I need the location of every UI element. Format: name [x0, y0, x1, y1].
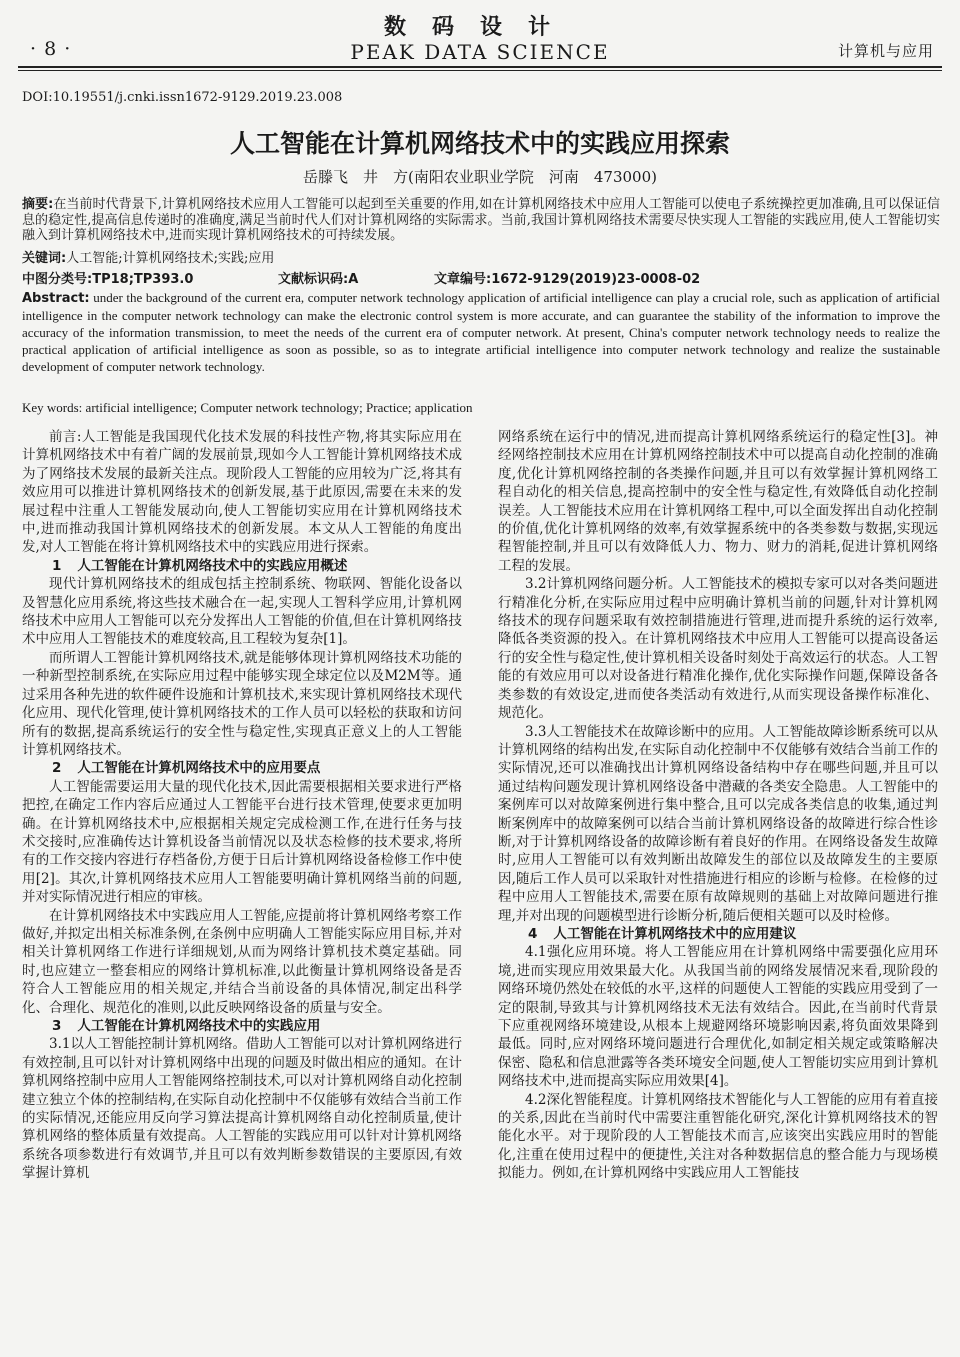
paragraph: 4.2深化智能程度。计算机网络技术智能化与人工智能的应用有着直接的关系,因此在当前时代中需要注重智能化研究,深化计算机网络技术的智能化水平。对于现阶段的人工智能技术而言,应该突出实践应用时的智能化,注重在使用过程中的便捷性,关注对各种数据信息的整合能力与现场模拟能力。例如,在计算机网络中实践应用人工智能技	[498, 1091, 938, 1182]
paragraph: 3.3人工智能技术在故障诊断中的应用。人工智能故障诊断系统可以从计算机网络的结构出发,在实际自动化控制中不仅能够有效结合当前工作的实际情况,还可以准确找出计算机网络设备结构中存在哪些问题,并且可以通过结构问题发现计算机网络设备中潜藏的各类安全隐患。人工智能中的案例库可以对故障案例进行集中整合,且可以完成各类信息的收集,通过判断案例库中的故障案例可以结合当前计算机网络设备的故障进行综合性诊断,对于计算机网络设备的故障诊断有着良好的作用。在网络设备发生故障时,应用人工智能可以有效判断出故障发生的部位以及故障发生的主要原因,随后工作人员可以采取针对性措施进行相应的诊断与检修。在检修的过程中应用人工智能技术,需要在原有故障规则的基础上对故障问题进行推理,并对出现的问题模型进行诊断分析,随后便相关题可以及时检修。	[498, 723, 938, 924]
section-name: 计算机与应用	[837, 42, 934, 60]
abstract-en-label: Abstract:	[22, 291, 90, 306]
paragraph: 而所谓人工智能计算机网络技术,就是能够体现计算机网络技术功能的一种新型控制系统,在实际应用过程中能够实现全球定位以及M2M等。通过采用各种先进的软件硬件设施和计算机技术,来实现计算机网络技术现代化应用、现代化管理,使计算机网络技术的工作人员可以轻松的获取和访问所有的数据,提高系统运行的安全性与稳定性,实现真正意义上的人工智能计算机网络技术。	[22, 649, 462, 758]
section-heading-4: 4 人工智能在计算机网络技术中的应用建议	[528, 925, 797, 942]
abstract-en-text: under the background of the current era, computer network technology application of artificial intelligence can play a crucial role, such as application of artificial intelligence in the computer network technology can make the electronic control system is more accurate, and can guarantee the stability of the information to improve the accuracy of the information transmission, to meet the needs of the current era of computer network. At present, China's computer network technology needs to realize the practical application of artificial intelligence as soon as possible, so as to integrate artificial intelligence into computer network technology and realize the sustainable development of computer network technology.	[22, 290, 940, 374]
header-rule-thin	[18, 70, 942, 71]
abstract-en	[22, 289, 940, 375]
article-title: 人工智能在计算机网络技术中的实践应用探索	[229, 129, 730, 158]
section-heading-2: 2 人工智能在计算机网络技术中的应用要点	[52, 760, 321, 777]
keywords-cn-label: 关键词:	[22, 251, 67, 266]
keywords-cn	[22, 251, 940, 267]
paragraph: 3.1以人工智能控制计算机网络。借助人工智能可以对计算机网络进行有效控制,且可以针对计算机网络中出现的问题及时做出相应的通知。在计算机网络控制中应用人工智能网络控制技术,可以对计算机网络自动化控制建立独立个体的控制结构,在实际自动化控制中不仅能够有效结合当前工作的实际情况,还能应用反向学习算法提高计算机网络自动化控制质量,使计算机网络的整体质量有效提高。人工智能的实践应用可以针对计算机网络系统各项参数进行有效调节,并且可以有效判断参数错误的主要原因,有效掌握计算机	[22, 1036, 462, 1182]
document-code: 文献标识码:A	[278, 272, 359, 287]
paragraph: 人工智能需要运用大量的现代化技术,因此需要根据相关要求进行严格把控,在确定工作内容后应通过人工智能平台进行技术管理,使要求更加明确。在计算机网络技术中,应根据相关规定完成检测工作,在进行任务与技术交接时,应准确传达计算机设备当前情况以及状态检修的技术要求,将所有的工作交接内容进行存档备份,方便于日后计算机网络设备检修工作中使用[2]。其次,计算机网络技术应用人工智能要明确计算机网络当前的问题,并对实际情况进行相应的审核。	[22, 778, 462, 906]
authors: 岳滕飞 井 方(南阳农业职业学院 河南 473000)	[303, 168, 657, 186]
abstract-cn-text: 在当前时代背景下,计算机网络技术应用人工智能可以起到至关重要的作用,如在计算机网络技术中应用人工智能可以使电子系统操控更加准确,且可以保证信息的稳定性,提高信息传递时的准确度,满足当前时代人们对计算机网络的实际需求。当前,我国计算机网络技术需要尽快实现人工智能的实践应用,使人工智能切实融入到计算机网络技术中,进而实现计算机网络技术的可持续发展。	[22, 197, 940, 243]
abstract-cn-label: 摘要:	[22, 197, 54, 212]
header-rule-thick	[18, 66, 942, 68]
section-heading-1: 1 人工智能在计算机网络技术中的实践应用概述	[52, 557, 348, 574]
keywords-en-text: artificial intelligence; Computer network technology; Practice; application	[85, 400, 473, 415]
body-column-left	[22, 428, 462, 1183]
page-number: · 8 ·	[30, 38, 72, 60]
body-column-right	[498, 428, 938, 1183]
keywords-en-label: Key words:	[22, 400, 83, 415]
paragraph-continued: 网络系统在运行中的情况,进而提高计算机网络系统运行的稳定性[3]。神经网络控制技术应用在计算机网络控制技术中可以提高自动化控制的准确度,优化计算机网络控制的各类操作问题,并且可以有效掌握计算机网络工程自动化的相关信息,提高控制中的安全性与稳定性,有效降低自动化控制误差。人工智能技术应用在计算机网络工程中,可以全面发挥出自动化控制的价值,优化计算机网络的效率,有效掌握系统中的各类参数与数据,实现远程智能控制,并且可以有效降低人力、物力、财力的消耗,促进计算机网络工程的发展。	[498, 429, 938, 574]
abstract-cn	[22, 197, 940, 244]
paragraph: 现代计算机网络技术的组成包括主控制系统、物联网、智能化设备以及智慧化应用系统,将这些技术融合在一起,实现人工智科学应用,计算机网络技术中应用人工智能可以充分发挥出人工智能的价值,但在计算机网络技术中应用人工智能技术的难度较高,且工程较为复杂[1]。	[22, 576, 462, 648]
page-header	[0, 0, 960, 70]
magazine-name-en: PEAK DATA SCIENCE	[350, 40, 610, 64]
keywords-cn-text: 人工智能;计算机网络技术;实践;应用	[66, 251, 275, 266]
paragraph: 3.2计算机网络问题分析。人工智能技术的模拟专家可以对各类问题进行精准化分析,在实际应用过程中应明确计算机当前的问题,针对计算机网络技术的现存问题采取有效控制措施进行管理,进而提升系统的运行效率,降低各类资源的投入。在计算机网络技术中应用人工智能可以提高设备运行的安全性与稳定性,使计算机相关设备时刻处于高效运行的状态。人工智能的有效应用可以对设备进行精准化操作,优化实际操作问题,保障设备各类参数的有效设定,进而使各类活动有效进行,从而实现设备操作标准化、规范化。	[498, 576, 938, 722]
paragraph: 在计算机网络技术中实践应用人工智能,应提前将计算机网络考察工作做好,并拟定出相关标准条例,在条例中应明确人工智能实际应用目标,并对相关计算机网络工作进行详细规划,从而为网络计算机技术奠定基础。同时,也应建立一整套相应的网络计算机标准,以此衡量计算机网络设备是否符合人工智能应用的相关规定,并结合当前设备的具体情况,制定出科学化、合理化、规范化的准则,以此反映网络设备的质量与安全。	[22, 907, 462, 1016]
section-heading-3: 3 人工智能在计算机网络技术中的实践应用	[52, 1018, 321, 1034]
paragraph: 4.1强化应用环境。将人工智能应用在计算机网络中需要强化应用环境,进而实现应用效果最大化。从我国当前的网络发展情况来看,现阶段的网络环境仍然处在较低的水平,这样的问题使人工智能的实践应用受到了一定的限制,导致其与计算机网络技术无法有效结合。因此,在当前时代背景下应重视网络环境建设,从根本上规避网络环境影响因素,将负面效果降到最低。同时,应对网络环境问题进行合理优化,如制定相关规定或策略解决保密、隐私和信息泄露等各类环境安全问题,使人工智能切实应用到计算机网络技术中,进而提高实际应用效果[4]。	[498, 944, 938, 1090]
paragraph-preface: 前言:人工智能是我国现代化技术发展的科技性产物,将其实际应用在计算机网络技术中有着广阔的发展前景,现如今人工智能计算机网络技术成为了网络技术发展的最新关注点。现阶段人工智能的应用较为广泛,将其有效应用可以推进计算机网络技术的创新发展,基于此原因,需要在未来的发展过程中注重人工智能发展动向,使人工智能切实应用在计算机网络技术中,进而推动我国计算机网络技术的创新发展。本文从人工智能的角度出发,对人工智能在将计算机网络技术中的实践应用进行探索。	[22, 429, 462, 556]
article-number: 文章编号:1672-9129(2019)23-0008-02	[434, 272, 701, 287]
keywords-en	[22, 400, 940, 416]
doi: DOI:10.19551/j.cnki.issn1672-9129.2019.23.008	[22, 90, 343, 105]
magazine-name-cn: 数码设计	[383, 15, 576, 40]
clc-number: 中图分类号:TP18;TP393.0	[22, 272, 194, 287]
